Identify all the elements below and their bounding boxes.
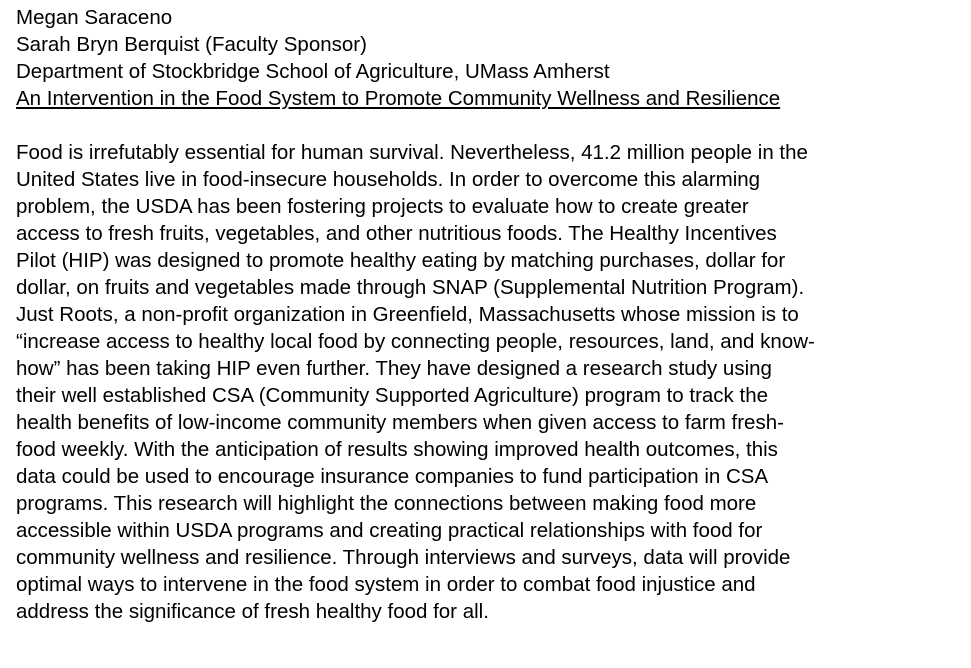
abstract-line: Food is irrefutably essential for human survival. Nevertheless, 41.2 million people in the — [16, 141, 808, 164]
abstract-line: Just Roots, a non-profit organization in Greenfield, Massachusetts whose mission is to — [16, 303, 799, 326]
abstract-line: dollar, on fruits and vegetables made through SNAP (Supplemental Nutrition Program). — [16, 276, 805, 299]
document-page — [16, 4, 956, 625]
abstract-line: health benefits of low-income community members when given access to farm fresh- — [16, 411, 784, 434]
abstract-line: address the significance of fresh healthy food for all. — [16, 600, 489, 623]
department-name: Department of Stockbridge School of Agriculture, UMass Amherst — [16, 60, 610, 83]
abstract-line: Pilot (HIP) was designed to promote healthy eating by matching purchases, dollar for — [16, 249, 786, 272]
faculty-sponsor: Sarah Bryn Berquist (Faculty Sponsor) — [16, 33, 367, 56]
document-header — [16, 4, 956, 112]
section-spacer — [16, 112, 956, 139]
abstract-line: accessible within USDA programs and creating practical relationships with food for — [16, 519, 763, 542]
author-name: Megan Saraceno — [16, 6, 173, 29]
abstract-line: how” has been taking HIP even further. They have designed a research study using — [16, 357, 772, 380]
abstract-line: food weekly. With the anticipation of results showing improved health outcomes, this — [16, 438, 778, 461]
abstract-line: problem, the USDA has been fostering projects to evaluate how to create greater — [16, 195, 749, 218]
abstract-line: programs. This research will highlight the connections between making food more — [16, 492, 757, 515]
abstract-line: their well established CSA (Community Supported Agriculture) program to track the — [16, 384, 769, 407]
abstract-line: community wellness and resilience. Through interviews and surveys, data will provide — [16, 546, 791, 569]
document-title: An Intervention in the Food System to Promote Community Wellness and Resilience — [16, 87, 781, 110]
abstract-line: “increase access to healthy local food by connecting people, resources, land, and know- — [16, 330, 815, 353]
abstract-line: United States live in food-insecure households. In order to overcome this alarming — [16, 168, 761, 191]
abstract-line: access to fresh fruits, vegetables, and other nutritious foods. The Healthy Incentives — [16, 222, 777, 245]
abstract-line: optimal ways to intervene in the food system in order to combat food injustice and — [16, 573, 756, 596]
abstract-paragraph — [16, 139, 956, 625]
abstract-line: data could be used to encourage insurance companies to fund participation in CSA — [16, 465, 769, 488]
